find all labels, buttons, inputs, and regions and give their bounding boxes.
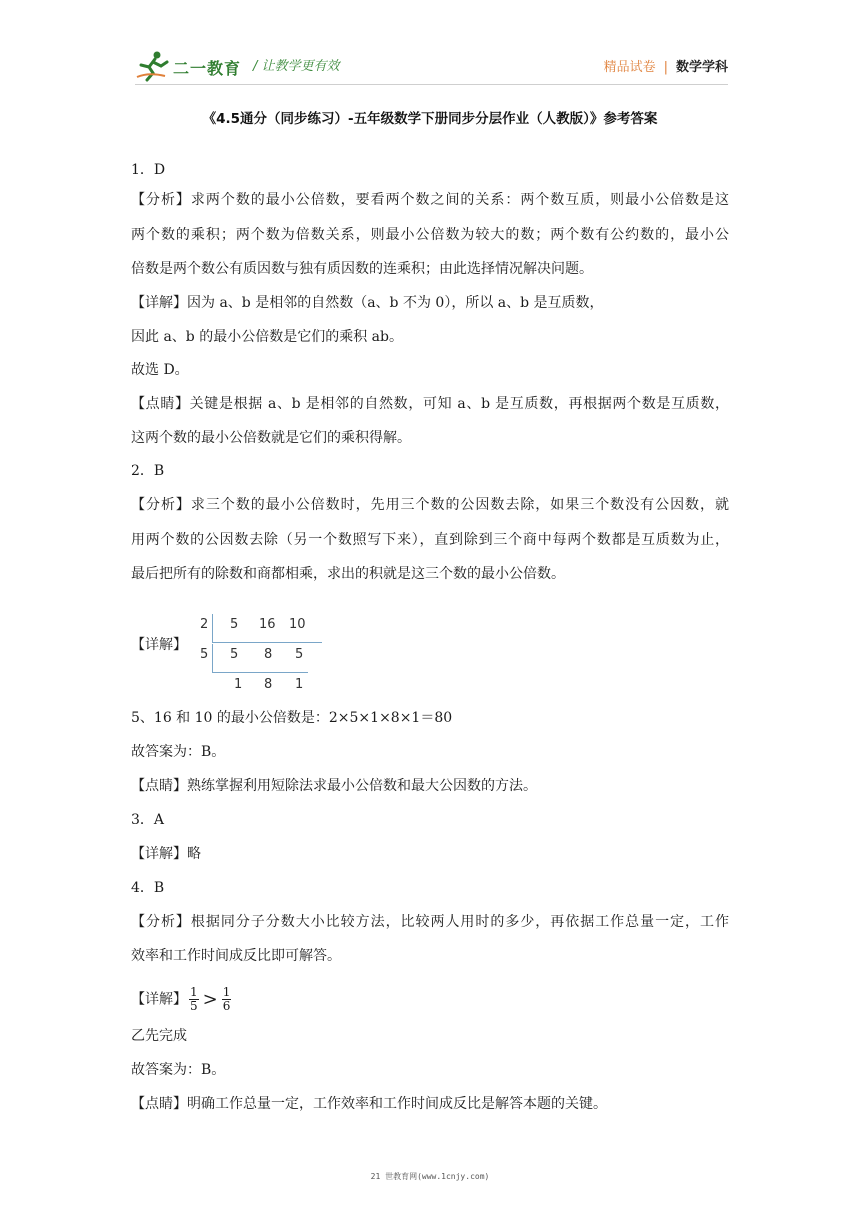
detail-1-line-3: 故选 D。	[131, 362, 189, 378]
row-2-value-b: 8	[264, 647, 273, 662]
short-division-diagram	[196, 612, 336, 696]
detail-4-line	[131, 986, 233, 1013]
analysis-1-line-1: 【分析】求两个数的最小公倍数，要看两个数之间的关系：两个数互质，则最小公倍数是这	[131, 192, 729, 208]
page-header	[135, 46, 728, 86]
answer-2-label: 2．B	[131, 463, 165, 479]
division-bracket-vertical-1	[212, 614, 213, 642]
detail-1-line-2: 因此 a、b 的最小公倍数是它们的乘积 ab。	[131, 329, 403, 345]
comment-2: 【点睛】熟练掌握利用短除法求最小公倍数和最大公因数的方法。	[131, 778, 537, 794]
detail-2-answer: 故答案为：B。	[131, 744, 226, 760]
divisor-1: 2	[200, 617, 209, 632]
greater-than-symbol: >	[202, 988, 218, 1010]
fraction-one-sixth	[222, 986, 232, 1013]
division-bracket-horizontal-1	[212, 642, 322, 643]
quotient-c: 1	[295, 677, 304, 692]
comment-4: 【点睛】明确工作总量一定，工作效率和工作时间成反比是解答本题的关键。	[131, 1096, 607, 1112]
comment-1-line-2: 这两个数的最小公倍数就是它们的乘积得解。	[131, 430, 411, 446]
row-2-value-c: 5	[295, 647, 304, 662]
header-subject-label: 数学学科	[675, 60, 728, 75]
detail-2-label: 【详解】	[131, 637, 187, 653]
analysis-2-line-1: 【分析】求三个数的最小公倍数时，先用三个数的公因数去除，如果三个数没有公因数，就	[131, 497, 729, 513]
row-1-value-a: 5	[230, 617, 239, 632]
fraction-2-denominator: 6	[222, 999, 231, 1013]
comment-1-line-1: 【点睛】关键是根据 a、b 是相邻的自然数，可知 a、b 是互质数，再根据两个数是互质数，	[131, 396, 729, 412]
row-1-value-c: 10	[289, 617, 306, 632]
analysis-1-line-2: 两个数的乘积；两个数为倍数关系，则最小公倍数为较大的数；两个数有公约数的，最小公	[131, 227, 729, 243]
detail-4-label: 【详解】	[131, 991, 187, 1008]
header-quality-label: 精品试卷	[603, 60, 656, 75]
answer-3-label: 3．A	[131, 812, 165, 828]
division-bracket-horizontal-2	[212, 672, 308, 673]
page-title: 《4.5通分（同步练习）-五年级数学下册同步分层作业（人教版）》参考答案	[202, 111, 658, 127]
header-subject	[604, 56, 728, 75]
answer-1-label: 1．D	[131, 162, 166, 178]
header-separator: |	[663, 60, 668, 75]
header-divider	[135, 84, 728, 85]
analysis-2-line-3: 最后把所有的除数和商都相乘，求出的积就是这三个数的最小公倍数。	[131, 566, 565, 582]
analysis-2-line-2: 用两个数的公因数去除（另一个数照写下来），直到除到三个商中每两个数都是互质数为止，	[131, 532, 729, 548]
detail-4-conclusion: 乙先完成	[131, 1028, 187, 1044]
fraction-one-fifth	[189, 986, 199, 1013]
analysis-4-line-2: 效率和工作时间成反比即可解答。	[131, 948, 341, 964]
page-footer: 21 世教育网(www.1cnjy.com)	[370, 1172, 490, 1181]
row-2-value-a: 5	[230, 647, 239, 662]
quotient-a: 1	[234, 677, 243, 692]
analysis-1-line-3: 倍数是两个数公有质因数与独有质因数的连乘积；由此选择情况解决问题。	[131, 261, 593, 277]
divisor-2: 5	[200, 647, 209, 662]
detail-1-line-1: 【详解】因为 a、b 是相邻的自然数（a、b 不为 0），所以 a、b 是互质数，	[131, 295, 604, 311]
answer-4-label: 4．B	[131, 880, 165, 896]
fraction-1-numerator: 1	[190, 985, 198, 999]
detail-3: 【详解】略	[131, 846, 201, 862]
analysis-4-line-1: 【分析】根据同分子分数大小比较方法，比较两人用时的多少，再依据工作总量一定，工作	[131, 914, 729, 930]
detail-2-result: 5、16 和 10 的最小公倍数是：2×5×1×8×1＝80	[131, 710, 453, 726]
quotient-b: 8	[264, 677, 273, 692]
detail-4-answer: 故答案为：B。	[131, 1062, 226, 1078]
runner-logo-icon	[135, 50, 171, 82]
fraction-1-denominator: 5	[190, 999, 198, 1013]
division-bracket-vertical-2	[212, 644, 213, 672]
slogan: / 让教学更有效	[253, 59, 340, 74]
fraction-2-numerator: 1	[222, 985, 231, 999]
logo-text: 二一教育	[173, 59, 242, 78]
row-1-value-b: 16	[259, 617, 276, 632]
